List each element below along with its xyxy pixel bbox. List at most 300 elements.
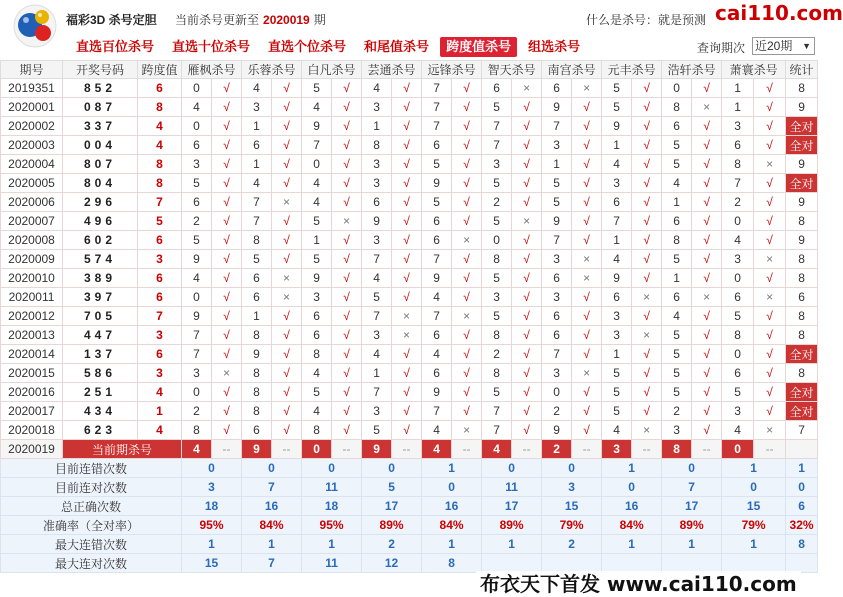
check-mark-icon: √ xyxy=(572,402,602,421)
draw-code-cell: 004 xyxy=(63,136,138,155)
column-header: 乐蓉杀号 xyxy=(242,61,302,79)
check-mark-icon: √ xyxy=(452,364,482,383)
span-value-cell: 4 xyxy=(138,117,182,136)
kill-number-cell: 4 xyxy=(662,174,692,193)
kill-number-cell: 7 xyxy=(182,326,212,345)
stat-value: 0 xyxy=(786,478,818,497)
check-mark-icon: √ xyxy=(392,136,422,155)
issue-cell: 2020010 xyxy=(1,269,63,288)
column-header: 南宫杀号 xyxy=(542,61,602,79)
issue-cell: 2020016 xyxy=(1,383,63,402)
check-mark-icon: √ xyxy=(512,98,542,117)
page-header xyxy=(0,0,843,60)
stat-value: 0 xyxy=(722,478,786,497)
cross-mark-icon: × xyxy=(754,421,786,440)
stat-value: 15 xyxy=(542,497,602,516)
stat-value: 18 xyxy=(182,497,242,516)
check-mark-icon: √ xyxy=(754,402,786,421)
kill-number-cell: 7 xyxy=(422,79,452,98)
column-header: 元丰杀号 xyxy=(602,61,662,79)
stat-label: 最大连错次数 xyxy=(1,535,182,554)
kill-number-cell: 3 xyxy=(542,364,572,383)
span-value-cell: 1 xyxy=(138,402,182,421)
pending-mark: -- xyxy=(692,440,722,459)
table-header-row xyxy=(1,61,818,79)
kill-number-cell: 5 xyxy=(722,307,754,326)
check-mark-icon: √ xyxy=(692,231,722,250)
total-cell: 7 xyxy=(786,421,818,440)
kill-number-cell: 0 xyxy=(182,383,212,402)
check-mark-icon: √ xyxy=(332,383,362,402)
watermark: 布衣天下首发 www.cai110.com xyxy=(476,571,801,597)
kill-number-cell: 0 xyxy=(722,269,754,288)
kill-number-cell: 1 xyxy=(602,231,632,250)
check-mark-icon: √ xyxy=(212,288,242,307)
kill-number-cell: 3 xyxy=(722,250,754,269)
kill-number-cell: 9 xyxy=(542,212,572,231)
kill-number-cell: 4 xyxy=(182,269,212,288)
stat-value: 2 xyxy=(362,535,422,554)
kill-number-cell: 4 xyxy=(242,79,272,98)
kill-number-cell: 3 xyxy=(362,326,392,345)
issue-cell: 2020007 xyxy=(1,212,63,231)
kill-number-cell: 1 xyxy=(602,136,632,155)
issue-cell: 2020003 xyxy=(1,136,63,155)
kill-number-cell: 5 xyxy=(662,250,692,269)
check-mark-icon: √ xyxy=(692,421,722,440)
total-cell: 8 xyxy=(786,364,818,383)
chevron-down-icon: ▼ xyxy=(802,41,811,51)
check-mark-icon: √ xyxy=(692,79,722,98)
check-mark-icon: √ xyxy=(512,402,542,421)
check-mark-icon: √ xyxy=(332,136,362,155)
kill-number-cell: 9 xyxy=(182,307,212,326)
kill-number-cell: 8 xyxy=(242,364,272,383)
kill-number-cell: 2 xyxy=(482,345,512,364)
kill-number-cell: 3 xyxy=(602,326,632,345)
kill-number-cell: 7 xyxy=(482,117,512,136)
kill-number-cell: 3 xyxy=(542,136,572,155)
issue-cell: 2019351 xyxy=(1,79,63,98)
kill-number-cell: 6 xyxy=(542,269,572,288)
kill-number-cell: 5 xyxy=(542,174,572,193)
issue-cell: 2020017 xyxy=(1,402,63,421)
current-kill-number: 0 xyxy=(302,440,332,459)
span-value-cell: 3 xyxy=(138,364,182,383)
kill-number-cell: 0 xyxy=(662,79,692,98)
kill-number-cell: 1 xyxy=(662,193,692,212)
kill-number-cell: 0 xyxy=(302,155,332,174)
check-mark-icon: √ xyxy=(572,231,602,250)
check-mark-icon: √ xyxy=(754,193,786,212)
cross-mark-icon: × xyxy=(632,326,662,345)
cross-mark-icon: × xyxy=(512,79,542,98)
check-mark-icon: √ xyxy=(332,326,362,345)
stat-value: 16 xyxy=(422,497,482,516)
table-row xyxy=(1,136,818,155)
check-mark-icon: √ xyxy=(392,402,422,421)
check-mark-icon: √ xyxy=(392,288,422,307)
kill-type-nav xyxy=(75,37,597,57)
span-value-cell: 7 xyxy=(138,307,182,326)
check-mark-icon: √ xyxy=(452,193,482,212)
check-mark-icon: √ xyxy=(692,117,722,136)
issue-cell: 2020011 xyxy=(1,288,63,307)
check-mark-icon: √ xyxy=(512,364,542,383)
kill-number-cell: 5 xyxy=(722,383,754,402)
span-value-cell: 6 xyxy=(138,79,182,98)
kill-number-cell: 9 xyxy=(302,117,332,136)
kill-number-cell: 5 xyxy=(482,269,512,288)
app-title: 福彩3D 杀号定胆 xyxy=(66,13,157,27)
stat-value: 1 xyxy=(422,535,482,554)
check-mark-icon: √ xyxy=(632,212,662,231)
kill-number-cell: 5 xyxy=(242,250,272,269)
span-value-cell: 8 xyxy=(138,98,182,117)
span-value-cell: 6 xyxy=(138,269,182,288)
kill-number-cell: 5 xyxy=(602,364,632,383)
check-mark-icon: √ xyxy=(512,307,542,326)
check-mark-icon: √ xyxy=(332,364,362,383)
stat-value: 1 xyxy=(482,535,542,554)
kill-number-cell: 3 xyxy=(722,117,754,136)
kill-number-cell: 4 xyxy=(302,174,332,193)
stat-value: 3 xyxy=(542,478,602,497)
current-kill-number: 8 xyxy=(662,440,692,459)
kill-number-cell: 8 xyxy=(482,326,512,345)
kill-number-cell: 7 xyxy=(422,250,452,269)
check-mark-icon: √ xyxy=(332,117,362,136)
kill-number-cell: 1 xyxy=(362,117,392,136)
kill-number-cell: 5 xyxy=(662,136,692,155)
stat-value: 1 xyxy=(602,459,662,478)
draw-code-cell: 337 xyxy=(63,117,138,136)
check-mark-icon: √ xyxy=(632,269,662,288)
nav-units-kill[interactable]: 直选个位杀号 xyxy=(268,39,347,54)
check-mark-icon: √ xyxy=(392,155,422,174)
table-row xyxy=(1,288,818,307)
table-row xyxy=(1,79,818,98)
check-mark-icon: √ xyxy=(332,402,362,421)
check-mark-icon: √ xyxy=(212,326,242,345)
kill-number-cell: 6 xyxy=(302,307,332,326)
check-mark-icon: √ xyxy=(754,364,786,383)
check-mark-icon: √ xyxy=(392,421,422,440)
kill-number-cell: 4 xyxy=(362,269,392,288)
check-mark-icon: √ xyxy=(452,155,482,174)
check-mark-icon: √ xyxy=(452,212,482,231)
current-kill-number: 9 xyxy=(242,440,272,459)
span-value-cell: 8 xyxy=(138,174,182,193)
check-mark-icon: √ xyxy=(332,193,362,212)
check-mark-icon: √ xyxy=(754,174,786,193)
check-mark-icon: √ xyxy=(272,250,302,269)
stat-value: 0 xyxy=(182,459,242,478)
check-mark-icon: √ xyxy=(692,326,722,345)
kill-number-cell: 4 xyxy=(302,364,332,383)
stat-value: 6 xyxy=(786,497,818,516)
stat-value: 32% xyxy=(786,516,818,535)
kill-number-cell: 5 xyxy=(602,383,632,402)
kill-number-cell: 7 xyxy=(302,136,332,155)
check-mark-icon: √ xyxy=(272,155,302,174)
period-select[interactable]: 近20期 ▼ xyxy=(752,37,815,55)
stat-value: 7 xyxy=(242,478,302,497)
kill-number-cell: 2 xyxy=(662,402,692,421)
check-mark-icon: √ xyxy=(212,79,242,98)
kill-number-cell: 6 xyxy=(242,421,272,440)
kill-number-cell: 9 xyxy=(302,269,332,288)
draw-code-cell: 087 xyxy=(63,98,138,117)
check-mark-icon: √ xyxy=(754,326,786,345)
draw-code-cell: 586 xyxy=(63,364,138,383)
check-mark-icon: √ xyxy=(392,269,422,288)
stat-value: 0 xyxy=(482,459,542,478)
issue-cell: 2020013 xyxy=(1,326,63,345)
kill-number-cell: 4 xyxy=(302,193,332,212)
lottery-balls-logo-icon xyxy=(10,3,60,49)
total-cell: 全对 xyxy=(786,383,818,402)
check-mark-icon: √ xyxy=(512,288,542,307)
pending-mark: -- xyxy=(572,440,602,459)
cross-mark-icon: × xyxy=(392,307,422,326)
table-row xyxy=(1,421,818,440)
current-kill-number: 4 xyxy=(422,440,452,459)
check-mark-icon: √ xyxy=(512,250,542,269)
kill-number-cell: 5 xyxy=(302,383,332,402)
cross-mark-icon: × xyxy=(754,288,786,307)
kill-number-cell: 3 xyxy=(362,174,392,193)
stat-value: 0 xyxy=(302,459,362,478)
span-value-cell: 3 xyxy=(138,250,182,269)
kill-number-cell: 8 xyxy=(362,136,392,155)
kill-number-cell: 3 xyxy=(542,288,572,307)
stat-value: 1 xyxy=(722,459,786,478)
kill-number-cell: 5 xyxy=(182,174,212,193)
update-status: 当前杀号更新至 2020019 期 xyxy=(175,13,326,27)
check-mark-icon: √ xyxy=(332,307,362,326)
kill-number-cell: 5 xyxy=(482,98,512,117)
kill-number-cell: 6 xyxy=(242,269,272,288)
stat-value: 15 xyxy=(722,497,786,516)
stat-value: 84% xyxy=(242,516,302,535)
check-mark-icon: √ xyxy=(392,79,422,98)
stat-row xyxy=(1,554,818,573)
stat-label: 目前连错次数 xyxy=(1,459,182,478)
kill-number-cell: 7 xyxy=(422,98,452,117)
kill-number-cell: 7 xyxy=(482,421,512,440)
kill-number-cell: 5 xyxy=(662,155,692,174)
stat-value: 0 xyxy=(242,459,302,478)
nav-hundreds-kill[interactable]: 直选百位杀号 xyxy=(76,39,155,54)
check-mark-icon: √ xyxy=(272,326,302,345)
check-mark-icon: √ xyxy=(572,155,602,174)
check-mark-icon: √ xyxy=(692,383,722,402)
issue-cell: 2020012 xyxy=(1,307,63,326)
kill-number-cell: 9 xyxy=(422,269,452,288)
table-row xyxy=(1,231,818,250)
current-kill-number: 0 xyxy=(722,440,754,459)
total-cell: 8 xyxy=(786,307,818,326)
check-mark-icon: √ xyxy=(212,269,242,288)
kill-number-cell: 6 xyxy=(422,212,452,231)
check-mark-icon: √ xyxy=(512,231,542,250)
column-header: 跨度值 xyxy=(138,61,182,79)
check-mark-icon: √ xyxy=(754,136,786,155)
kill-number-cell: 8 xyxy=(242,402,272,421)
stat-value: 11 xyxy=(302,554,362,573)
span-value-cell: 3 xyxy=(138,326,182,345)
kill-number-cell: 6 xyxy=(602,193,632,212)
cross-mark-icon: × xyxy=(272,288,302,307)
period-label: 查询期次 xyxy=(697,41,746,55)
kill-number-cell: 7 xyxy=(242,212,272,231)
kill-table xyxy=(0,60,818,573)
draw-code-cell: 705 xyxy=(63,307,138,326)
check-mark-icon: √ xyxy=(754,383,786,402)
check-mark-icon: √ xyxy=(272,174,302,193)
check-mark-icon: √ xyxy=(392,98,422,117)
cross-mark-icon: × xyxy=(572,79,602,98)
issue-cell: 2020005 xyxy=(1,174,63,193)
check-mark-icon: √ xyxy=(512,117,542,136)
check-mark-icon: √ xyxy=(272,364,302,383)
total-cell: 全对 xyxy=(786,136,818,155)
check-mark-icon: √ xyxy=(452,345,482,364)
check-mark-icon: √ xyxy=(572,288,602,307)
kill-number-cell: 3 xyxy=(722,402,754,421)
column-header: 浩轩杀号 xyxy=(662,61,722,79)
cross-mark-icon: × xyxy=(512,212,542,231)
check-mark-icon: √ xyxy=(632,231,662,250)
stat-value: 1 xyxy=(722,535,786,554)
check-mark-icon: √ xyxy=(692,307,722,326)
stat-value: 95% xyxy=(302,516,362,535)
kill-number-cell: 1 xyxy=(662,269,692,288)
kill-number-cell: 4 xyxy=(662,307,692,326)
check-mark-icon: √ xyxy=(452,269,482,288)
table-row xyxy=(1,250,818,269)
kill-number-cell: 9 xyxy=(422,174,452,193)
kill-number-cell: 4 xyxy=(602,421,632,440)
nav-span-kill[interactable]: 跨度值杀号 xyxy=(440,37,517,57)
kill-number-cell: 6 xyxy=(422,326,452,345)
stat-value xyxy=(602,554,662,573)
kill-number-cell: 1 xyxy=(542,155,572,174)
kill-number-cell: 8 xyxy=(662,98,692,117)
kill-number-cell: 5 xyxy=(482,307,512,326)
check-mark-icon: √ xyxy=(392,117,422,136)
issue-cell: 2020009 xyxy=(1,250,63,269)
kill-number-cell: 7 xyxy=(362,250,392,269)
kill-number-cell: 1 xyxy=(242,155,272,174)
check-mark-icon: √ xyxy=(272,383,302,402)
kill-number-cell: 5 xyxy=(302,250,332,269)
kill-number-cell: 5 xyxy=(542,193,572,212)
issue-cell: 2020014 xyxy=(1,345,63,364)
kill-number-cell: 5 xyxy=(482,212,512,231)
kill-number-cell: 5 xyxy=(662,383,692,402)
stat-value: 17 xyxy=(662,497,722,516)
total-cell: 全对 xyxy=(786,402,818,421)
cross-mark-icon: × xyxy=(332,212,362,231)
cross-mark-icon: × xyxy=(452,307,482,326)
stat-label: 准确率（全对率） xyxy=(1,516,182,535)
check-mark-icon: √ xyxy=(632,79,662,98)
draw-code-cell: 623 xyxy=(63,421,138,440)
kill-number-cell: 5 xyxy=(182,231,212,250)
kill-number-cell: 6 xyxy=(242,288,272,307)
check-mark-icon: √ xyxy=(692,193,722,212)
draw-code-cell: 434 xyxy=(63,402,138,421)
current-kill-number: 3 xyxy=(602,440,632,459)
kill-number-cell: 7 xyxy=(242,193,272,212)
check-mark-icon: √ xyxy=(272,307,302,326)
pending-mark: -- xyxy=(212,440,242,459)
column-header: 白凡杀号 xyxy=(302,61,362,79)
nav-tens-kill[interactable]: 直选十位杀号 xyxy=(172,39,251,54)
check-mark-icon: √ xyxy=(692,345,722,364)
kill-number-cell: 5 xyxy=(602,79,632,98)
check-mark-icon: √ xyxy=(452,402,482,421)
span-value-cell: 7 xyxy=(138,193,182,212)
stat-value: 0 xyxy=(422,478,482,497)
stat-value: 1 xyxy=(662,535,722,554)
kill-number-cell: 6 xyxy=(722,364,754,383)
check-mark-icon: √ xyxy=(632,98,662,117)
stat-value: 2 xyxy=(542,535,602,554)
kill-number-cell: 6 xyxy=(542,307,572,326)
draw-code-cell: 447 xyxy=(63,326,138,345)
span-value-cell: 5 xyxy=(138,212,182,231)
nav-sum-tail-kill[interactable]: 和尾值杀号 xyxy=(364,39,430,54)
check-mark-icon: √ xyxy=(512,193,542,212)
check-mark-icon: √ xyxy=(512,155,542,174)
kill-number-cell: 6 xyxy=(182,193,212,212)
check-mark-icon: √ xyxy=(332,269,362,288)
kill-number-cell: 5 xyxy=(362,288,392,307)
kill-number-cell: 1 xyxy=(302,231,332,250)
span-value-cell: 6 xyxy=(138,345,182,364)
kill-number-cell: 6 xyxy=(362,193,392,212)
kill-number-cell: 5 xyxy=(422,193,452,212)
total-cell: 9 xyxy=(786,155,818,174)
check-mark-icon: √ xyxy=(392,383,422,402)
kill-number-cell: 9 xyxy=(422,383,452,402)
kill-number-cell: 6 xyxy=(542,326,572,345)
kill-number-cell: 1 xyxy=(242,117,272,136)
pending-mark: -- xyxy=(632,440,662,459)
check-mark-icon: √ xyxy=(512,345,542,364)
kill-number-cell: 2 xyxy=(482,193,512,212)
kill-number-cell: 4 xyxy=(242,174,272,193)
kill-number-cell: 9 xyxy=(242,345,272,364)
check-mark-icon: √ xyxy=(212,307,242,326)
stat-row xyxy=(1,535,818,554)
kill-number-cell: 5 xyxy=(302,212,332,231)
brand-logo[interactable]: cai110.com xyxy=(715,1,843,25)
kill-number-cell: 0 xyxy=(182,117,212,136)
total-cell: 全对 xyxy=(786,345,818,364)
check-mark-icon: √ xyxy=(572,98,602,117)
check-mark-icon: √ xyxy=(212,98,242,117)
column-header: 芸通杀号 xyxy=(362,61,422,79)
check-mark-icon: √ xyxy=(212,231,242,250)
column-header: 期号 xyxy=(1,61,63,79)
kill-number-cell: 3 xyxy=(542,250,572,269)
stat-value: 1 xyxy=(422,459,482,478)
nav-group-kill[interactable]: 组选杀号 xyxy=(528,39,581,54)
